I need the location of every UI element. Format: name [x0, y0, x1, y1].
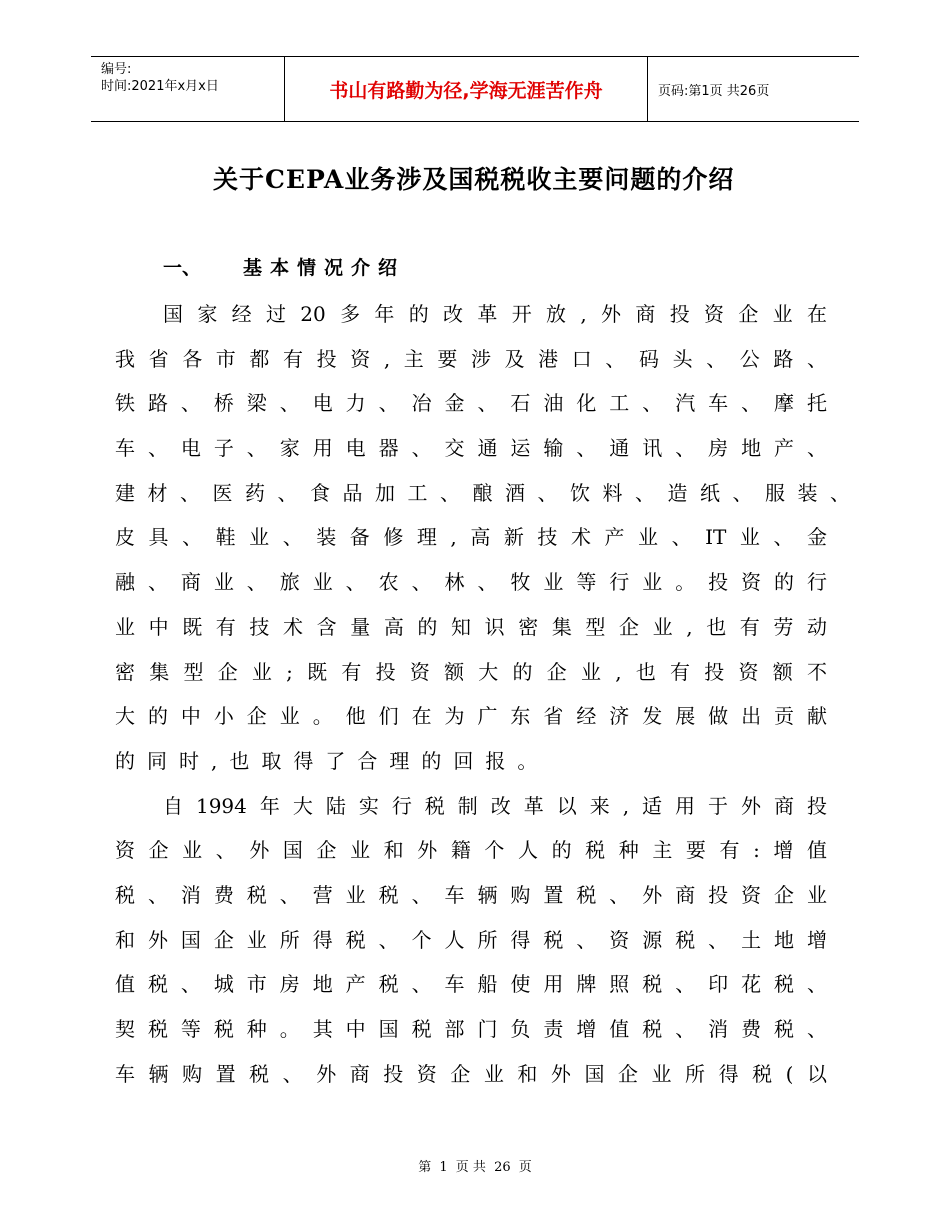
- paragraph-line: 税、消费税、营业税、车辆购置税、外商投资企业: [115, 882, 827, 907]
- footer-page-total: 26: [494, 1160, 511, 1175]
- paragraph-line: 融、商业、旅业、农、林、牧业等行业。投资的行: [115, 570, 827, 595]
- footer-page-mid: 页 共: [455, 1160, 486, 1175]
- paragraph-line: 皮具、鞋业、装备修理,高新技术产业、IT业、金: [115, 525, 827, 550]
- paragraph-line: 我省各市都有投资,主要涉及港口、码头、公路、: [115, 346, 827, 371]
- header-meta: [91, 57, 284, 121]
- paragraph-line: 的同时,也取得了合理的回报。: [115, 748, 550, 773]
- section-heading: [163, 253, 405, 280]
- paragraph-line: 自1994年大陆实行税制改革以来,适用于外商投: [163, 793, 827, 818]
- footer-page-suffix: 页: [518, 1160, 532, 1175]
- document-title: 关于CEPA业务涉及国税税收主要问题的介绍: [213, 165, 735, 194]
- paragraph-line: 资企业、外国企业和外籍个人的税种主要有:增值: [115, 838, 827, 863]
- section-number: 一、: [163, 257, 202, 279]
- paragraph-line: 密集型企业;既有投资额大的企业,也有投资额不: [115, 659, 827, 684]
- paragraph-line: 铁路、桥梁、电力、冶金、石油化工、汽车、摩托: [115, 391, 827, 416]
- paragraph-line: 建材、医药、食品加工、酿酒、饮料、造纸、服装、: [115, 480, 850, 505]
- paragraph-line: 值税、城市房地产税、车船使用牌照税、印花税、: [115, 972, 827, 997]
- header-page-info: 页码:第1页 共26页: [658, 83, 770, 99]
- paragraph-line: 大的中小企业。他们在为广东省经济发展做出贡献: [115, 704, 827, 729]
- footer-page-current: 1: [439, 1160, 448, 1175]
- paragraph-line: 业中既有技术含量高的知识密集型企业,也有劳动: [115, 614, 827, 639]
- header-motto: 书山有路勤为径,学海无涯苦作舟: [284, 57, 648, 121]
- document-body: [115, 292, 850, 1096]
- document-time-label: 时间:2021年x月x日: [101, 79, 219, 94]
- paragraph-line: 车辆购置税、外商投资企业和外国企业所得税(以: [115, 1061, 827, 1086]
- document-number-label: 编号:: [101, 62, 132, 77]
- section-heading-text: 基本情况介绍: [243, 257, 406, 279]
- footer-page-prefix: 第: [418, 1160, 432, 1175]
- paragraph-line: 和外国企业所得税、个人所得税、资源税、土地增: [115, 927, 827, 952]
- page-footer: [0, 1156, 950, 1175]
- paragraph-line: 国家经过20多年的改革开放,外商投资企业在: [163, 302, 827, 326]
- paragraph-line: 车、电子、家用电器、交通运输、通讯、房地产、: [115, 436, 827, 461]
- page-header: [91, 56, 859, 122]
- paragraph-line: 契税等税种。其中国税部门负责增值税、消费税、: [115, 1017, 827, 1041]
